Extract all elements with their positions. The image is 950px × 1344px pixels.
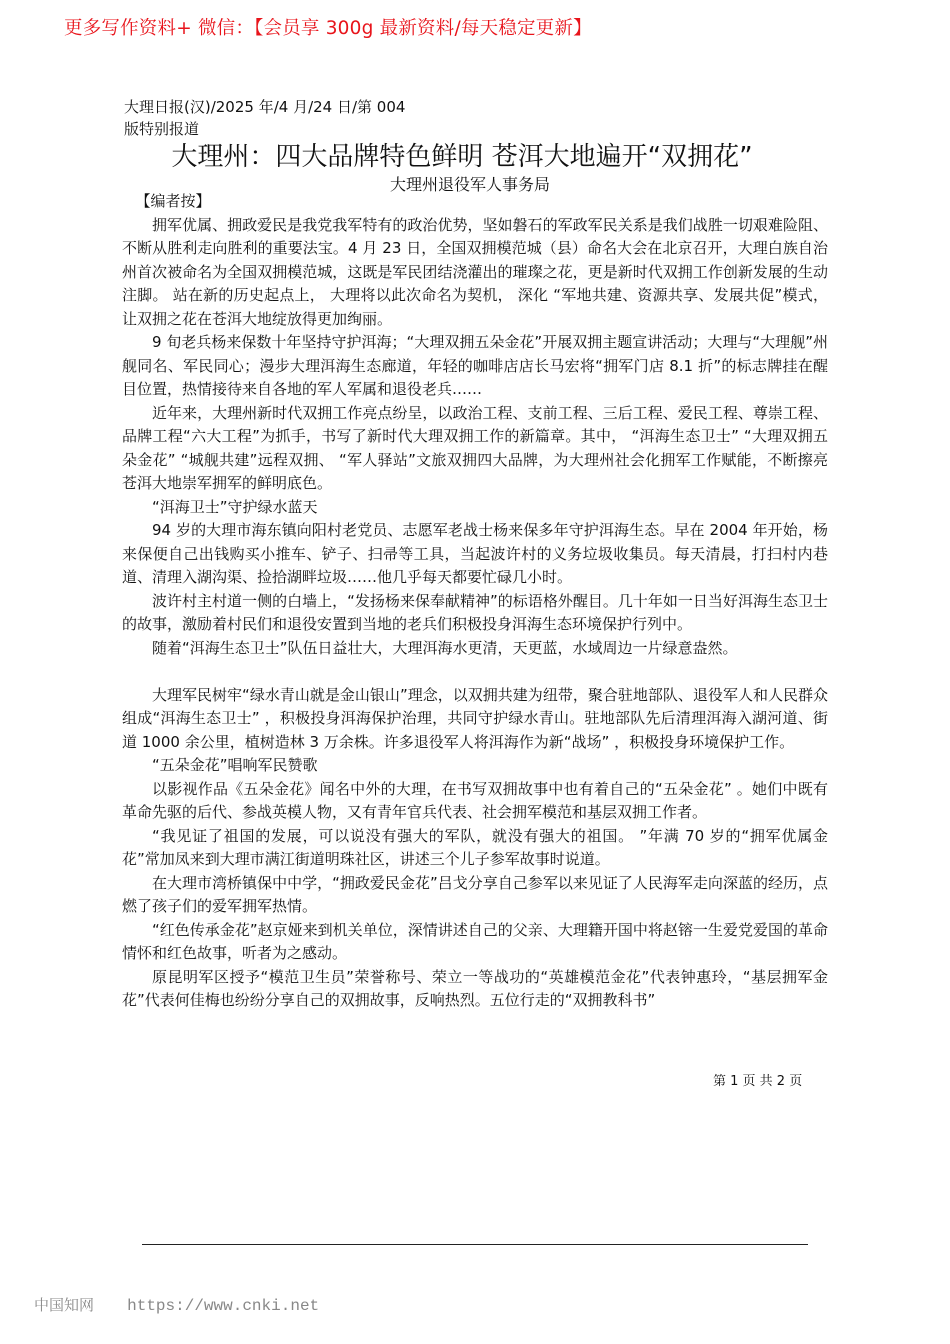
- site-name: 中国知网: [34, 1296, 95, 1314]
- promo-banner: 更多写作资料+ 微信：【会员享 300g 最新资料/每天稳定更新】: [64, 18, 592, 39]
- source-info: [124, 96, 405, 140]
- paragraph: 随着“洱海生态卫士”队伍日益壮大，大理洱海水更清，天更蓝，水域周边一片绿意盎然。: [152, 638, 738, 657]
- paragraph: “红色传承金花”赵京娅来到机关单位，深情讲述自己的父亲、大理籍开国中将赵镕一生爱党爱国的革命情怀和红色故事，听者为之感动。: [122, 920, 828, 962]
- editor-note-label: 【编者按】: [135, 192, 211, 210]
- section-heading: “洱海卫士”守护绿水蓝天: [152, 497, 318, 516]
- footer-divider: [142, 1244, 808, 1245]
- paragraph: 9 旬老兵杨来保数十年坚持守护洱海；“大理双拥五朵金花”开展双拥主题宣讲活动；大理与“大理舰”州舰同名、军民同心；漫步大理洱海生态廊道，年轻的咖啡店店长马宏将“拥军门店 8.1 折”的标志牌挂在醒目位置，热情接待来自各地的军人军属和退役老兵……: [122, 333, 828, 398]
- paragraph: 原昆明军区授予“模范卫生员”荣誉称号、荣立一等战功的“英雄模范金花”代表钟惠玲，“基层拥军金花”代表何佳梅也纷纷分享自己的双拥故事，反响热烈。五位行走的“双拥教科书”: [122, 967, 828, 1009]
- article-author: 大理州退役军人事务局: [389, 175, 550, 194]
- paragraph: 大理军民树牢“绿水青山就是金山银山”理念，以双拥共建为纽带，聚合驻地部队、退役军人和人民群众组成“洱海生态卫士” ，积极投身洱海保护治理，共同守护绿水青山。驻地部队先后清理洱海入湖河道、街道 1000 余公里，植树造林 3 万余株。许多退役军人将洱海作为新“战场” ，积极投身环境保护工作。: [122, 685, 828, 751]
- paragraph: 近年来，大理州新时代双拥工作亮点纷呈，以政治工程、支前工程、三后工程、爱民工程、尊崇工程、品牌工程“六大工程”为抓手，书写了新时代大理双拥工作的新篇章。其中， “洱海生态卫士” “大理双拥五朵金花” “城舰共建”远程双拥、 “军人驿站”文旅双拥四大品牌，为大理州社会化拥军工作赋能，不断擦亮苍洱大地崇军拥军的鲜明底色。: [122, 403, 828, 492]
- source-line: 大理日报(汉)/2025 年/4 月/24 日/第 004: [124, 98, 406, 116]
- article-title: 大理州：四大品牌特色鲜明 苍洱大地遍开“双拥花”: [171, 142, 753, 172]
- footer: [34, 1294, 319, 1315]
- paragraph: 拥军优属、拥政爱民是我党我军特有的政治优势，坚如磐石的军政军民关系是我们战胜一切艰难险阻、不断从胜利走向胜利的重要法宝。4 月 23 日，全国双拥模范城（县）命名大会在北京召开，大理白族自治州首次被命名为全国双拥模范城，这既是军民团结浇灌出的璀璨之花，更是新时代双拥工作创新发展的生动注脚。 站在新的历史起点上， 大理将以此次命名为契机， 深化 “军地共建、资源共享、发展共促”模式，让双拥之花在苍洱大地绽放得更加绚丽。: [122, 215, 828, 328]
- source-line: 版特别报道: [124, 120, 200, 138]
- article-body: [122, 190, 828, 1013]
- paragraph: 波许村主村道一侧的白墙上，“发扬杨来保奉献精神”的标语格外醒目。几十年如一日当好洱海生态卫士的故事，激励着村民们和退役安置到当地的老兵们积极投身洱海生态环境保护行列中。: [122, 591, 828, 633]
- page-indicator: 第 1 页 共 2 页: [713, 1074, 803, 1089]
- section-heading: “五朵金花”唱响军民赞歌: [152, 756, 318, 774]
- paragraph: 在大理市湾桥镇保中中学，“拥政爱民金花”吕戈分享自己参军以来见证了人民海军走向深蓝的经历，点燃了孩子们的爱军拥军热情。: [122, 873, 828, 915]
- site-url-link[interactable]: https://www.cnki.net: [127, 1297, 320, 1315]
- paragraph: “我见证了祖国的发展，可以说没有强大的军队，就没有强大的祖国。 ”年满 70 岁的“拥军优属金花”常加凤来到大理市满江街道明珠社区，讲述三个儿子参军故事时说道。: [122, 826, 828, 868]
- paragraph: 以影视作品《五朵金花》闻名中外的大理，在书写双拥故事中也有着自己的“五朵金花” 。她们中既有革命先驱的后代、参战英模人物，又有青年官兵代表、社会拥军模范和基层双拥工作者。: [122, 779, 828, 821]
- paragraph: 94 岁的大理市海东镇向阳村老党员、志愿军老战士杨来保多年守护洱海生态。早在 2004 年开始，杨来保便自己出钱购买小推车、铲子、扫帚等工具，当起波许村的义务垃圾收集员。每天清晨，打扫村内巷道、清理入湖沟渠、捡拾湖畔垃圾……他几乎每天都要忙碌几小时。: [122, 521, 828, 586]
